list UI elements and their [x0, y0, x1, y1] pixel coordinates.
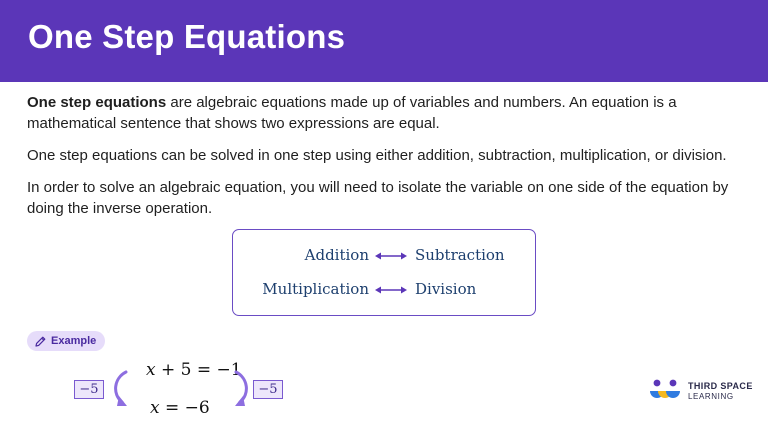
- equation-rest: + 5 = −1: [155, 360, 242, 380]
- double-arrow-icon: [374, 251, 408, 261]
- third-space-learning-logo: [648, 378, 753, 404]
- intro-solve-steps: One step equations can be solved in one step using either addition, subtraction, multiplication, or division.: [27, 147, 727, 164]
- operation-division: Division: [415, 280, 477, 298]
- third-space-logo-icon: [648, 378, 682, 404]
- solution-rest: = −6: [159, 398, 210, 418]
- definition-term: One step equations: [27, 94, 167, 111]
- operation-addition: Addition: [304, 246, 369, 264]
- logo-name: THIRD SPACE: [688, 381, 753, 391]
- double-arrow-icon: [374, 285, 408, 295]
- left-step-tag: −5: [74, 380, 104, 399]
- example-label: Example: [51, 335, 97, 347]
- left-curved-arrow-icon: [106, 368, 136, 410]
- operation-multiplication: Multiplication: [262, 280, 369, 298]
- operation-subtraction: Subtraction: [415, 246, 505, 264]
- example-solution: [150, 398, 210, 418]
- solution-variable: x: [150, 398, 160, 418]
- pencil-icon: [34, 335, 47, 348]
- logo-sub: LEARNING: [688, 392, 734, 401]
- right-step-tag: −5: [253, 380, 283, 399]
- definition-text: are algebraic equations made up of variables and numbers. An equation is a mathematical sentence that shows two expressions are equal.: [27, 94, 677, 132]
- equation-variable: x: [146, 360, 156, 380]
- example-badge: [27, 331, 105, 351]
- header-banner: [0, 0, 768, 82]
- right-curved-arrow-icon: [226, 368, 256, 410]
- page-title: One Step Equations: [28, 18, 346, 55]
- intro-definition: [27, 92, 747, 134]
- inverse-operations-box: [232, 229, 536, 316]
- intro-isolate: In order to solve an algebraic equation, you will need to isolate the variable on one side of the equation by doing the inverse operation.: [27, 179, 729, 217]
